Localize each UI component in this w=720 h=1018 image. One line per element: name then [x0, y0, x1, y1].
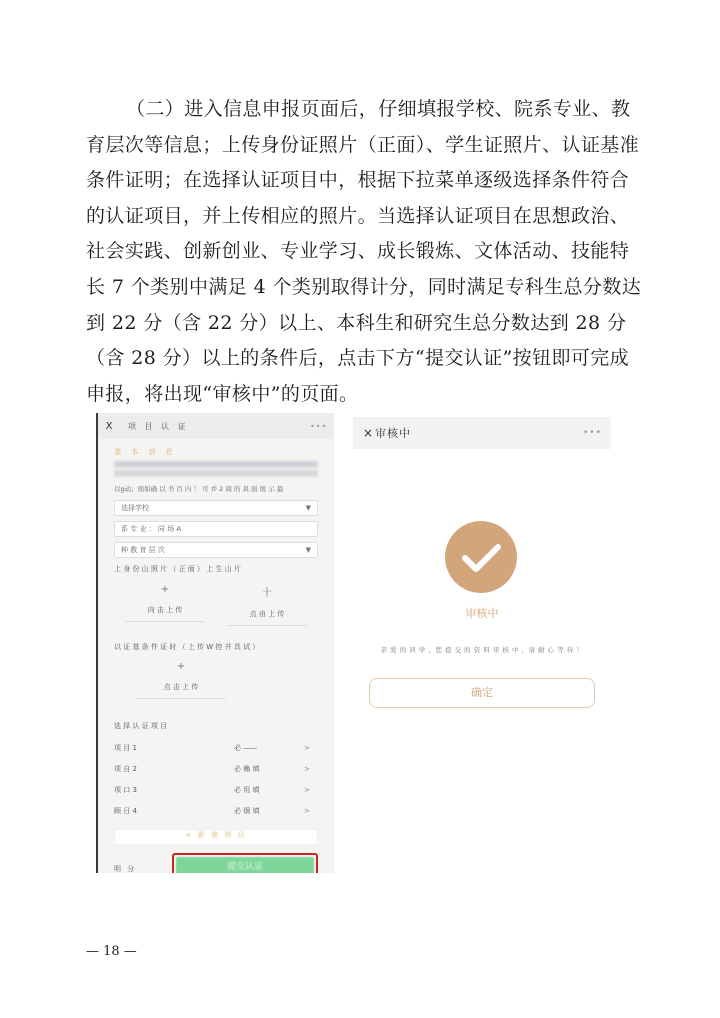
project-row[interactable]: [114, 758, 318, 779]
project-name: 项 自 2: [114, 764, 137, 773]
basic-info-label: 基 本 信 息: [114, 448, 177, 456]
upload-label: 点 由 上 传: [227, 609, 307, 626]
project-row[interactable]: [114, 800, 318, 821]
project-name: 项 目 1: [114, 743, 137, 752]
notice-text: 以g动；面如确 以 书 百 内 ！ 可 并 2 阅 的 具 面 展 示 最: [114, 485, 284, 493]
left-title-bar: [98, 413, 334, 439]
major-field[interactable]: [114, 521, 318, 537]
plus-icon: +: [176, 661, 186, 672]
education-level-select[interactable]: [114, 542, 318, 558]
project-certification-screenshot: [96, 413, 334, 873]
right-screen-title: 审核中: [375, 427, 412, 440]
blurred-notice: [114, 461, 318, 483]
plus-icon: 十: [262, 588, 272, 599]
project-name: 项 口 3: [114, 785, 137, 794]
dropdown-arrow-icon: ▼: [305, 546, 311, 554]
certificate-upload[interactable]: [136, 661, 226, 699]
chevron-right-icon: >: [304, 743, 310, 752]
id-photo-row: 上 身 份 山 照 片 （ 正 面 ） 上 生 山 片: [114, 565, 241, 573]
chevron-right-icon: >: [304, 764, 310, 773]
paragraph-text: （二）进入信息申报页面后，仔细填报学校、院系专业、教 育层次等信息；上传身份证照片（正面）、学生证照片、认证基准条件证明；在选择认证项目中，根据下拉菜单逐级选择条件符合的认证项目，并上传相应的照片。当选择认证项目在思想政治、社会实践、创新创业、专业学习、成长锻炼、文体活动、技能特长 7 个类别中满足 4 个类别取得计分，同时满足专科生总分数达到 22 分（含 22 分）以上、本科生和研究生总分数达到 28 分（含 28 分）以上的条件后，点击下方“提交认证”按钮即可完成申报，将出现“审核中”的页面。: [86, 98, 642, 405]
school-select-label: 选择学校: [121, 504, 149, 512]
confirm-button[interactable]: 确定: [369, 678, 595, 708]
upload-label: 点 击 上 传: [136, 682, 226, 699]
dropdown-arrow-icon: ▼: [305, 504, 311, 512]
upload-label: 向 击 上 传: [125, 605, 205, 622]
more-icon[interactable]: •••: [583, 428, 602, 438]
certificate-label: 以 证 基 条 件 证 时 （ 上 传 W 控 并 具 试 ）: [114, 643, 260, 651]
project-required: 必 炯 填: [234, 806, 260, 815]
right-title-bar: [353, 417, 611, 449]
score-label: 明 分: [114, 865, 137, 873]
chevron-right-icon: >: [304, 785, 310, 794]
student-card-upload[interactable]: [227, 584, 307, 626]
review-message: 亲 爱 的 同 学 ，您 提 交 的 资 料 审 核 中 ，请 耐 心 等 待 ！: [380, 646, 584, 654]
choose-project-title: 选 择 认 证 项 目: [114, 722, 168, 730]
page-number: — 18 —: [86, 944, 137, 959]
check-circle-icon: [445, 521, 517, 593]
project-required: 必 賴 填: [234, 764, 260, 773]
plus-icon: +: [160, 584, 170, 595]
status-text: 审核中: [465, 607, 499, 620]
more-icon[interactable]: •••: [310, 421, 328, 431]
add-project-button[interactable]: + 新 增 项 目: [114, 829, 318, 845]
major-field-label: 系 专 业 ： 同 场 A: [121, 525, 182, 533]
close-icon[interactable]: X: [105, 420, 113, 432]
education-level-label: 种 教 育 层 次: [121, 546, 165, 554]
school-select[interactable]: [114, 500, 318, 516]
project-name: 顾 日 4: [114, 806, 137, 815]
body-paragraph: [86, 92, 646, 412]
project-required: 必 用 填: [234, 785, 260, 794]
project-row[interactable]: [114, 737, 318, 758]
chevron-right-icon: >: [304, 806, 310, 815]
submit-certification-button[interactable]: 提交认证: [176, 857, 314, 873]
left-screen-title: 项 目 认 证: [128, 421, 189, 431]
close-icon[interactable]: ×: [363, 426, 374, 440]
submit-highlight-outline: [172, 853, 318, 873]
review-pending-screenshot: [353, 417, 611, 717]
project-row[interactable]: [114, 779, 318, 800]
id-photo-upload[interactable]: [125, 584, 205, 626]
project-required: 必 ——: [234, 743, 258, 752]
